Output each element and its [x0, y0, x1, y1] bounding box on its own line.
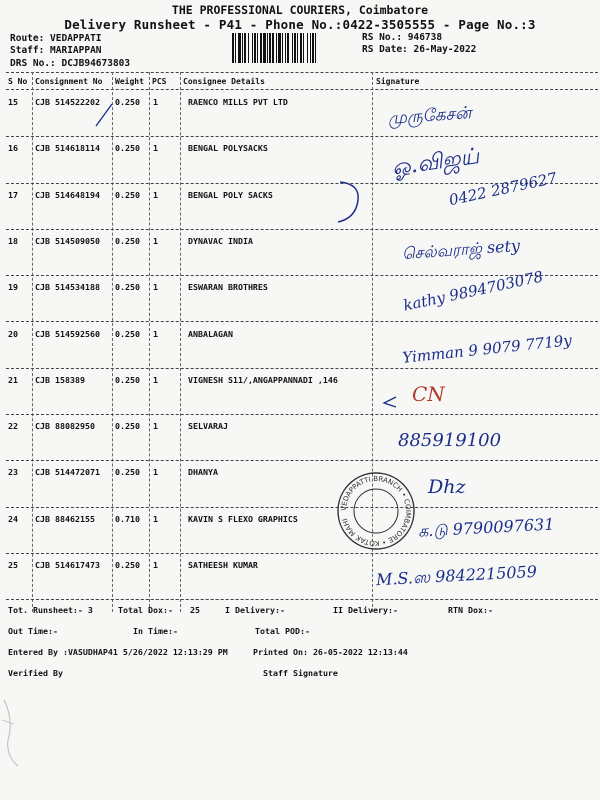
barcode-bar	[248, 33, 249, 63]
row-sno: 21	[8, 374, 18, 385]
row-pcs: 1	[153, 560, 158, 570]
table-row	[0, 137, 600, 183]
row-consignment-no: CJB 514534188	[35, 282, 100, 293]
barcode-bar	[254, 33, 256, 63]
row-weight: 0.250	[115, 374, 140, 385]
scan-smudge	[0, 690, 40, 770]
row-weight: 0.250	[115, 421, 140, 432]
row-consignment-no: CJB 514509050	[35, 235, 100, 246]
rtn-dox: RTN Dox:-	[448, 605, 493, 615]
barcode-bar	[285, 33, 286, 63]
row-pcs: 1	[153, 282, 158, 293]
row-weight: 0.250	[115, 235, 140, 246]
barcode-bar	[297, 33, 298, 63]
row-pcs: 1	[153, 235, 158, 246]
footer-rule	[6, 599, 598, 600]
tick-mark	[380, 395, 400, 409]
row-pcs: 1	[153, 467, 158, 478]
row-weight: 0.250	[115, 189, 140, 200]
barcode-bar	[310, 33, 311, 63]
entered-by: Entered By :VASUDHAP41 5/26/2022 12:13:29 PM	[8, 647, 228, 657]
signature-handwriting: 885919100	[398, 430, 502, 451]
row-consignee: BENGAL POLYSACKS	[188, 143, 268, 154]
verified-by: Verified By	[8, 668, 63, 678]
in-time: In Time:-	[133, 626, 178, 636]
table-row	[0, 461, 600, 507]
signature-handwriting: CN	[412, 382, 445, 406]
barcode-bar	[294, 33, 296, 63]
total-dox-value: 25	[190, 605, 200, 615]
signature-handwriting: செல்வராஜ் sety	[401, 235, 521, 264]
row-consignment-no: CJB 514522202	[35, 97, 100, 107]
row-consignee: KAVIN S FLEXO GRAPHICS	[188, 513, 298, 524]
row-weight: 0.250	[115, 560, 140, 570]
total-pod: Total POD:-	[255, 626, 310, 636]
row-weight: 0.250	[115, 97, 140, 107]
row-consignee: ESWARAN BROTHRES	[188, 282, 268, 293]
signature-handwriting: ஓ.விஜய்	[390, 144, 481, 181]
row-pcs: 1	[153, 189, 158, 200]
row-consignment-no: CJB 514472071	[35, 467, 100, 478]
barcode-bar	[267, 33, 268, 63]
row-consignment-no: CJB 514617473	[35, 560, 100, 570]
barcode-bar	[232, 33, 234, 63]
row-sno: 18	[8, 235, 18, 246]
table-header-rule	[6, 89, 598, 90]
barcode-bar	[315, 33, 316, 63]
tot-runsheet: Tot. Runsheet:- 3	[8, 605, 93, 615]
barcode-bar	[257, 33, 258, 63]
barcode-bar	[272, 33, 274, 63]
row-pcs: 1	[153, 421, 158, 432]
out-time: Out Time:-	[8, 626, 58, 636]
row-pcs: 1	[153, 143, 158, 154]
signature-handwriting: க.டு 9790097631	[417, 514, 555, 541]
svg-text:VEDAPPATTI BRANCH • COIMBATORE	[340, 475, 412, 547]
barcode-bar	[282, 33, 283, 63]
row-weight: 0.250	[115, 143, 140, 154]
row-sno: 19	[8, 282, 18, 293]
row-consignment-no: CJB 158389	[35, 374, 85, 385]
row-consignee: BENGAL POLY SACKS	[188, 189, 273, 200]
row-weight: 0.250	[115, 467, 140, 478]
stamp-text: VEDAPPATTI BRANCH • COIMBATORE • KOTAK MAHI	[339, 474, 413, 548]
barcode-bar	[238, 33, 241, 63]
table-top-rule	[6, 72, 598, 73]
row-sno: 15	[8, 97, 18, 107]
row-sno: 22	[8, 421, 18, 432]
row-consignee: DHANYA	[188, 467, 218, 478]
route-label: Route: VEDAPPATI	[10, 33, 102, 44]
barcode-bar	[287, 33, 289, 63]
company-title: THE PROFESSIONAL COURIERS, Coimbatore	[171, 3, 429, 17]
row-weight: 0.250	[115, 282, 140, 293]
ii-delivery: II Delivery:-	[333, 605, 398, 615]
barcode-bar	[276, 33, 277, 63]
row-sno: 24	[8, 513, 18, 524]
barcode	[230, 33, 356, 63]
col-header-signature: Signature	[376, 77, 420, 86]
barcode-bar	[263, 33, 266, 63]
row-sno: 25	[8, 560, 18, 570]
table-row	[0, 369, 600, 415]
col-header-sno: S No	[8, 77, 28, 86]
row-consignment-no: CJB 514648194	[35, 189, 100, 200]
row-pcs: 1	[153, 97, 158, 107]
row-pcs: 1	[153, 513, 158, 524]
col-header-pcs: PCS	[152, 77, 167, 86]
barcode-bar	[269, 33, 271, 63]
printed-on: Printed On: 26-05-2022 12:13:44	[253, 647, 408, 657]
row-pcs: 1	[153, 374, 158, 385]
row-consignment-no: CJB 514618114	[35, 143, 100, 154]
barcode-bar	[292, 33, 293, 63]
row-pcs: 1	[153, 328, 158, 339]
barcode-bar	[278, 33, 281, 63]
barcode-bar	[300, 33, 302, 63]
barcode-bar	[242, 33, 243, 63]
col-header-weight: Weight	[115, 77, 144, 86]
barcode-bar	[244, 33, 246, 63]
barcode-bar	[303, 33, 304, 63]
total-dox-label: Total Dox:-	[118, 605, 173, 615]
signature-handwriting: Yimman 9 9079 7719y	[401, 331, 573, 367]
barcode-bar	[307, 33, 308, 63]
tick-mark	[90, 100, 120, 130]
row-consignee: RAENCO MILLS PVT LTD	[188, 97, 288, 107]
row-consignee: VIGNESH S11/,ANGAPPANNADI ,146	[188, 374, 338, 385]
signature-handwriting: M.S.ஸ 9842215059	[375, 561, 538, 590]
table-row	[0, 415, 600, 461]
barcode-bar	[235, 33, 236, 63]
row-consignee: ANBALAGAN	[188, 328, 233, 339]
row-sno: 20	[8, 328, 18, 339]
company-stamp	[335, 470, 417, 552]
runsheet-subtitle: Delivery Runsheet - P41 - Phone No.:0422-3505555 - Page No.:3	[64, 17, 536, 32]
rs-number: RS No.: 946738	[362, 32, 443, 43]
row-sno: 23	[8, 467, 18, 478]
signature-handwriting: 0422 2879627	[447, 168, 559, 210]
row-consignee: SATHEESH KUMAR	[188, 560, 258, 570]
col-header-consignment: Consignment No	[35, 77, 103, 86]
row-consignment-no: CJB 514592560	[35, 328, 100, 339]
staff-label: Staff: MARIAPPAN	[10, 45, 102, 56]
row-weight: 0.250	[115, 328, 140, 339]
row-consignee: SELVARAJ	[188, 421, 228, 432]
drs-number: DRS No.: DCJB94673803	[10, 58, 131, 69]
staff-signature-label: Staff Signature	[263, 668, 338, 678]
signature-handwriting: முருகேசன்	[387, 103, 473, 129]
row-consignment-no: CJB 88462155	[35, 513, 95, 524]
rs-date: RS Date: 26-May-2022	[362, 44, 477, 55]
signature-handwriting: Dhz	[428, 476, 466, 498]
row-sno: 17	[8, 189, 18, 200]
row-consignee: DYNAVAC INDIA	[188, 235, 253, 246]
row-sno: 16	[8, 143, 18, 154]
barcode-bar	[252, 33, 253, 63]
bracket-mark	[330, 180, 370, 225]
barcode-bar	[260, 33, 262, 63]
barcode-bar	[312, 33, 314, 63]
row-weight: 0.710	[115, 513, 140, 524]
signature-handwriting: kathy 9894703078	[401, 267, 545, 315]
col-header-consignee: Consignee Details	[183, 77, 265, 86]
i-delivery: I Delivery:-	[225, 605, 285, 615]
row-consignment-no: CJB 88082950	[35, 421, 95, 432]
